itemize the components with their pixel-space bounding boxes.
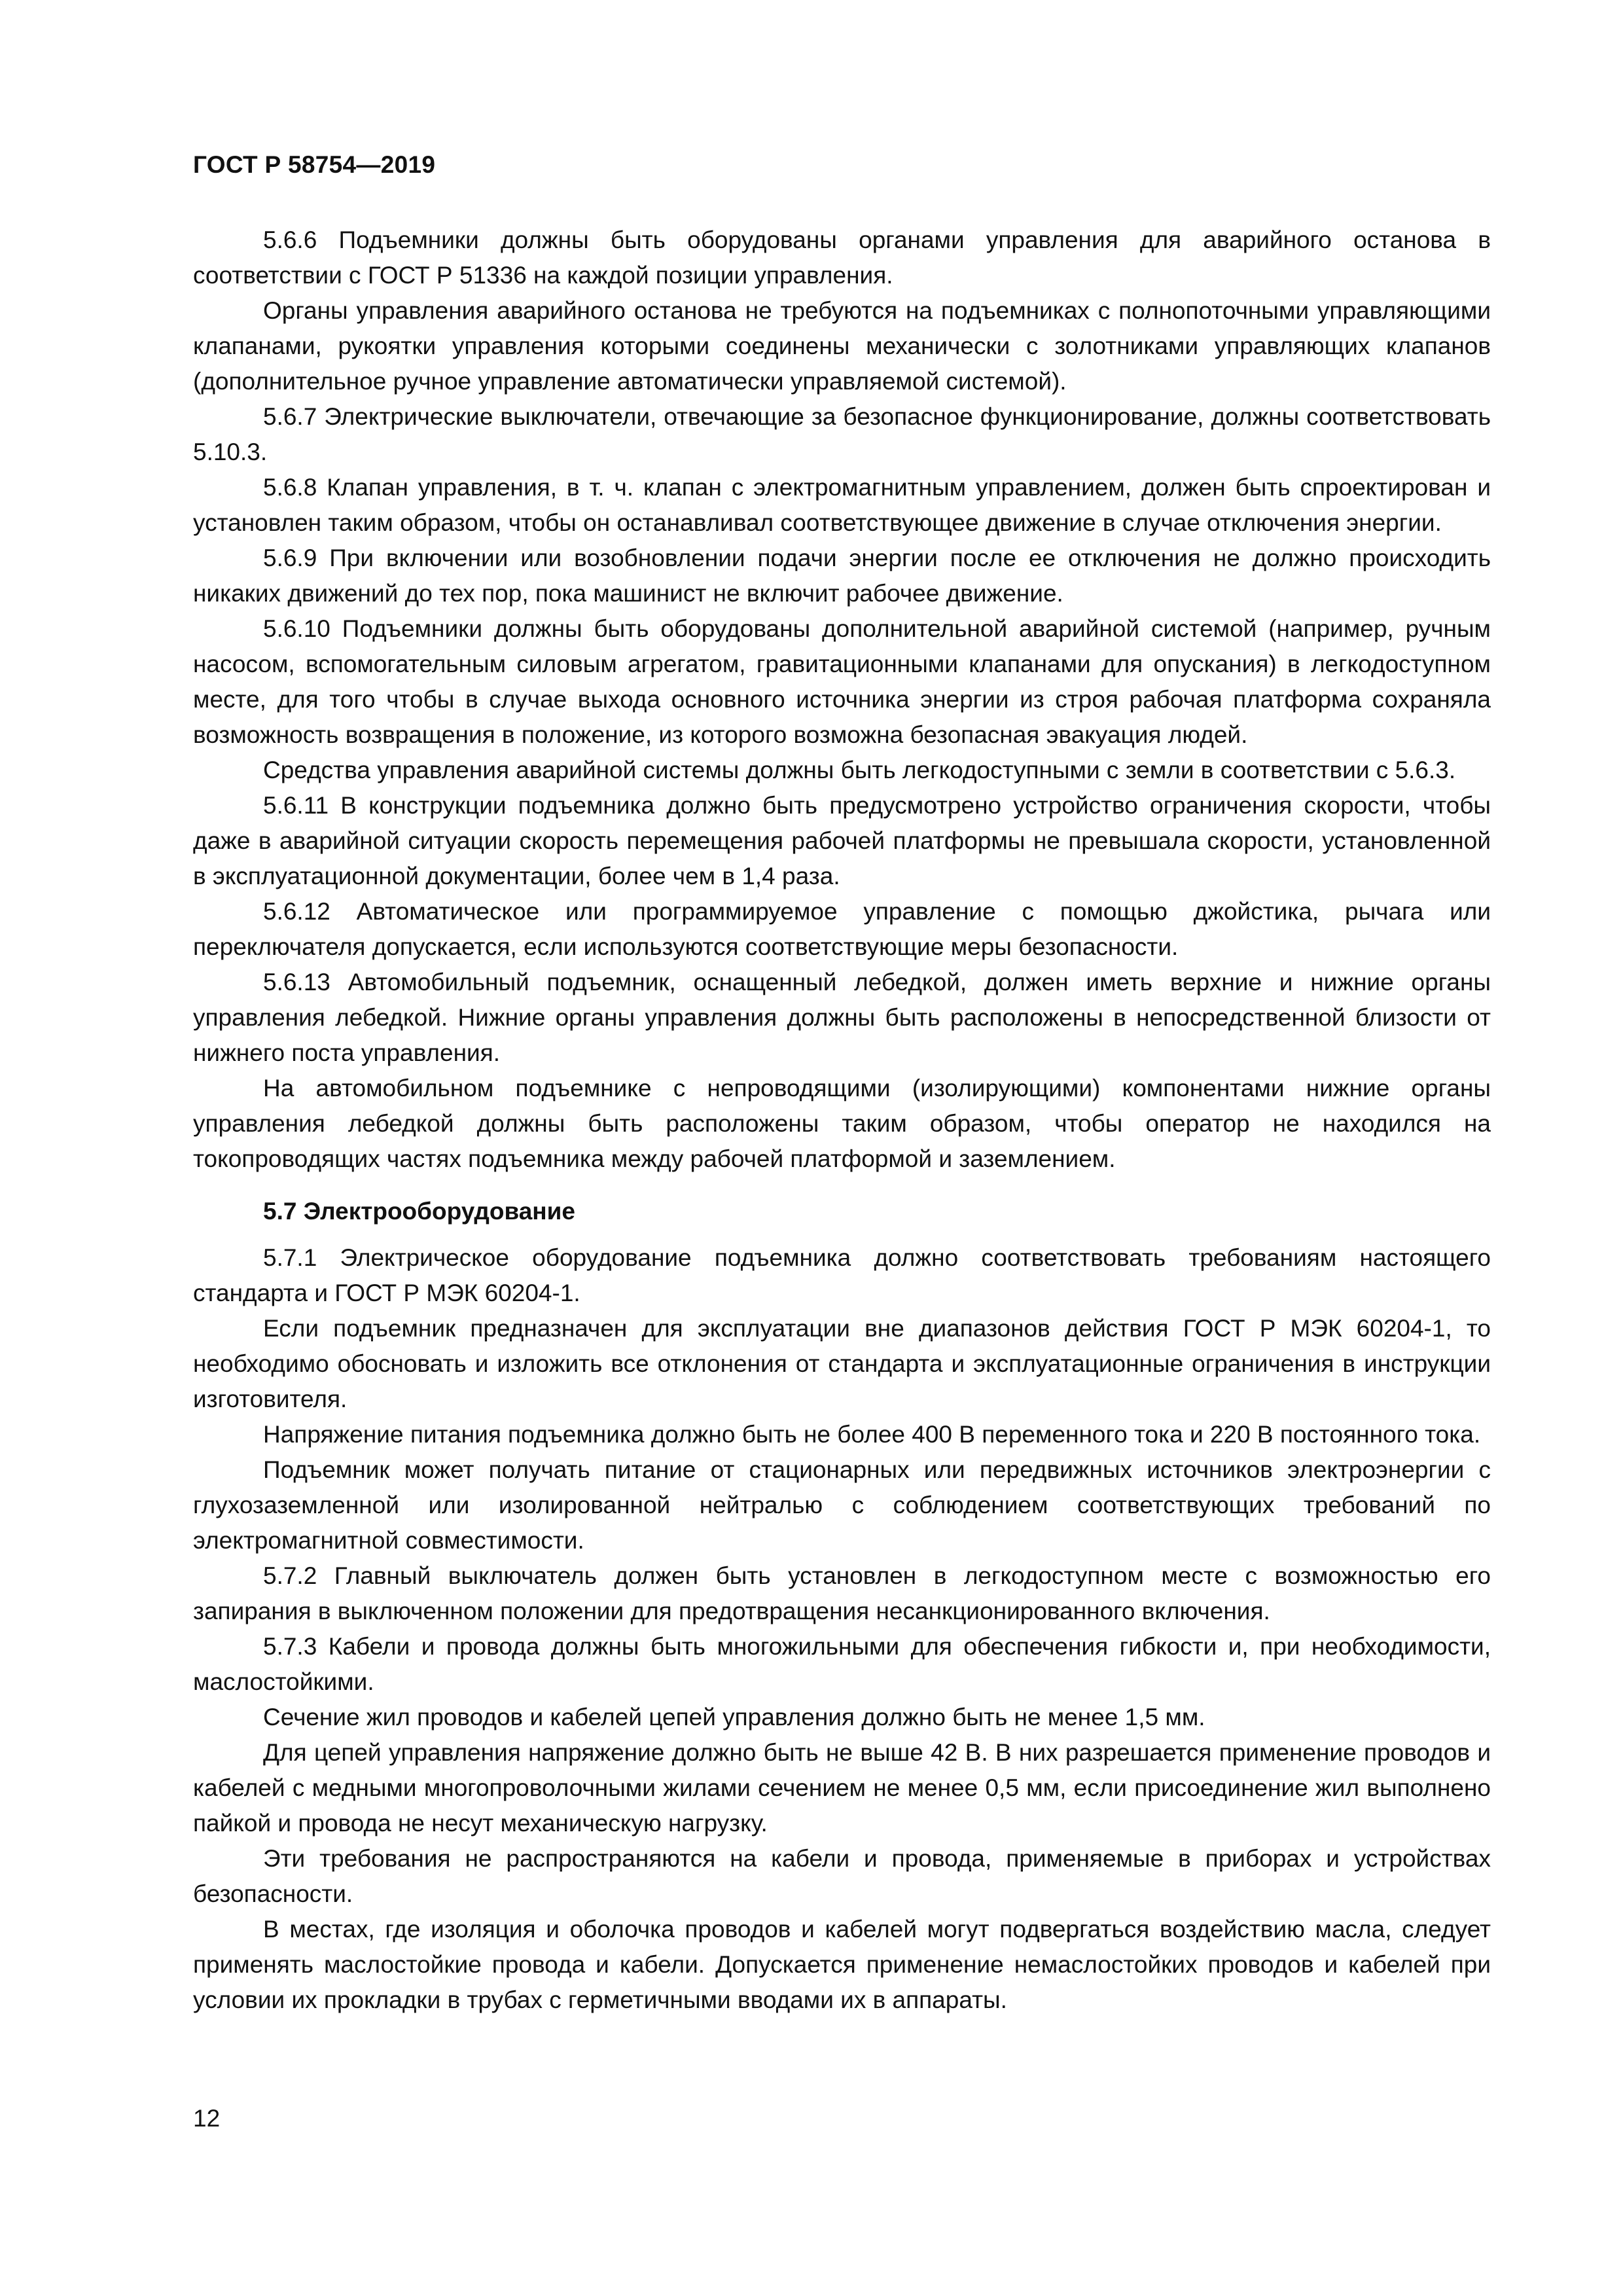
paragraph-5-6-11: 5.6.11 В конструкции подъемника должно быть предусмотрено устройство ограничения скорости, чтобы даже в аварийной ситуации скорость перемещения рабочей платформы не превышала скорости, установленной в эксплуатационной документации, более чем в 1,4 раза. — [193, 792, 1491, 889]
paragraph-5-6-8: 5.6.8 Клапан управления, в т. ч. клапан с электромагнитным управлением, должен быть спроектирован и установлен таким образом, чтобы он останавливал соответствующее движение в случае отключения энергии. — [193, 474, 1491, 536]
paragraph-wire-section: Сечение жил проводов и кабелей цепей управления должно быть не менее 1,5 мм. — [263, 1704, 1205, 1731]
paragraph-deviations: Если подъемник предназначен для эксплуатации вне диапазонов действия ГОСТ Р МЭК 60204-1, то необходимо обосновать и изложить все отклонения от стандарта и эксплуатационные ограничения в инструкции изготовителя. — [193, 1315, 1491, 1412]
paragraph-control-circuits: Для цепей управления напряжение должно быть не выше 42 В. В них разрешается применение проводов и кабелей с медными многопроволочными жилами сечением не менее 0,5 мм, если присоединение жил выполнено пайкой и провода не несут механическую нагрузку. — [193, 1739, 1491, 1837]
paragraph-oil-resistant: В местах, где изоляция и оболочка проводов и кабелей могут подвергаться воздействию масла, следует применять маслостойкие провода и кабели. Допускается применение немаслостойких проводов и кабелей при условии их прокладки в трубах с герметичными вводами их в аппараты. — [193, 1916, 1491, 2013]
paragraph-emergency-system-access: Средства управления аварийной системы должны быть легкодоступными с земли в соответствии с 5.6.3. — [263, 757, 1456, 783]
paragraph-5-6-13: 5.6.13 Автомобильный подъемник, оснащенный лебедкой, должен иметь верхние и нижние органы управления лебедкой. Нижние органы управления должны быть расположены в непосредственной близости от нижнего поста управления. — [193, 969, 1491, 1066]
section-heading-5-7: 5.7 Электрооборудование — [263, 1198, 575, 1225]
paragraph-5-6-6: 5.6.6 Подъемники должны быть оборудованы органами управления для аварийного останова в соответствии с ГОСТ Р 51336 на каждой позиции управления. — [193, 226, 1491, 289]
paragraph-exceptions: Эти требования не распространяются на кабели и провода, применяемые в приборах и устройствах безопасности. — [193, 1845, 1491, 1907]
paragraph-5-7-2: 5.7.2 Главный выключатель должен быть установлен в легкодоступном месте с возможностью его запирания в выключенном положении для предотвращения несанкционированного включения. — [193, 1562, 1491, 1624]
paragraph-emergency-controls: Органы управления аварийного останова не требуются на подъемниках с полнопоточными управляющими клапанами, рукоятки управления которыми соединены механически с золотниками управляющих клапанов (дополнительное ручное управление автоматически управляемой системой). — [193, 297, 1491, 395]
paragraph-5-6-9: 5.6.9 При включении или возобновлении подачи энергии после ее отключения не должно происходить никаких движений до тех пор, пока машинист не включит рабочее движение. — [193, 545, 1491, 607]
paragraph-5-6-10: 5.6.10 Подъемники должны быть оборудованы дополнительной аварийной системой (например, ручным насосом, вспомогательным силовым агрегатом, гравитационными клапанами для опускания) в легкодоступном месте, для того чтобы в случае выхода основного источника энергии из строя рабочая платформа сохраняла возможность возвращения в положение, из которого возможна безопасная эвакуация людей. — [193, 615, 1491, 748]
paragraph-winch-controls: На автомобильном подъемнике с непроводящими (изолирующими) компонентами нижние органы управления лебедкой должны быть расположены таким образом, чтобы оператор не находился на токопроводящих частях подъемника между рабочей платформой и заземлением. — [193, 1075, 1491, 1172]
paragraph-5-7-1: 5.7.1 Электрическое оборудование подъемника должно соответствовать требованиям настоящего стандарта и ГОСТ Р МЭК 60204-1. — [193, 1244, 1491, 1306]
paragraph-5-6-12: 5.6.12 Автоматическое или программируемое управление с помощью джойстика, рычага или переключателя допускается, если используются соответствующие меры безопасности. — [193, 898, 1491, 960]
page-number: 12 — [193, 2105, 221, 2132]
document-body — [193, 223, 1491, 2018]
document-header: ГОСТ Р 58754—2019 — [193, 151, 436, 178]
paragraph-5-6-7: 5.6.7 Электрические выключатели, отвечающие за безопасное функционирование, должны соответствовать 5.10.3. — [193, 403, 1491, 465]
paragraph-5-7-3: 5.7.3 Кабели и провода должны быть многожильными для обеспечения гибкости и, при необходимости, маслостойкими. — [193, 1633, 1491, 1695]
paragraph-supply-voltage: Напряжение питания подъемника должно быть не более 400 В переменного тока и 220 В постоянного тока. — [263, 1421, 1481, 1448]
paragraph-power-sources: Подъемник может получать питание от стационарных или передвижных источников электроэнергии с глухозаземленной или изолированной нейтралью с соблюдением соответствующих требований по электромагнитной совместимости. — [193, 1456, 1491, 1554]
